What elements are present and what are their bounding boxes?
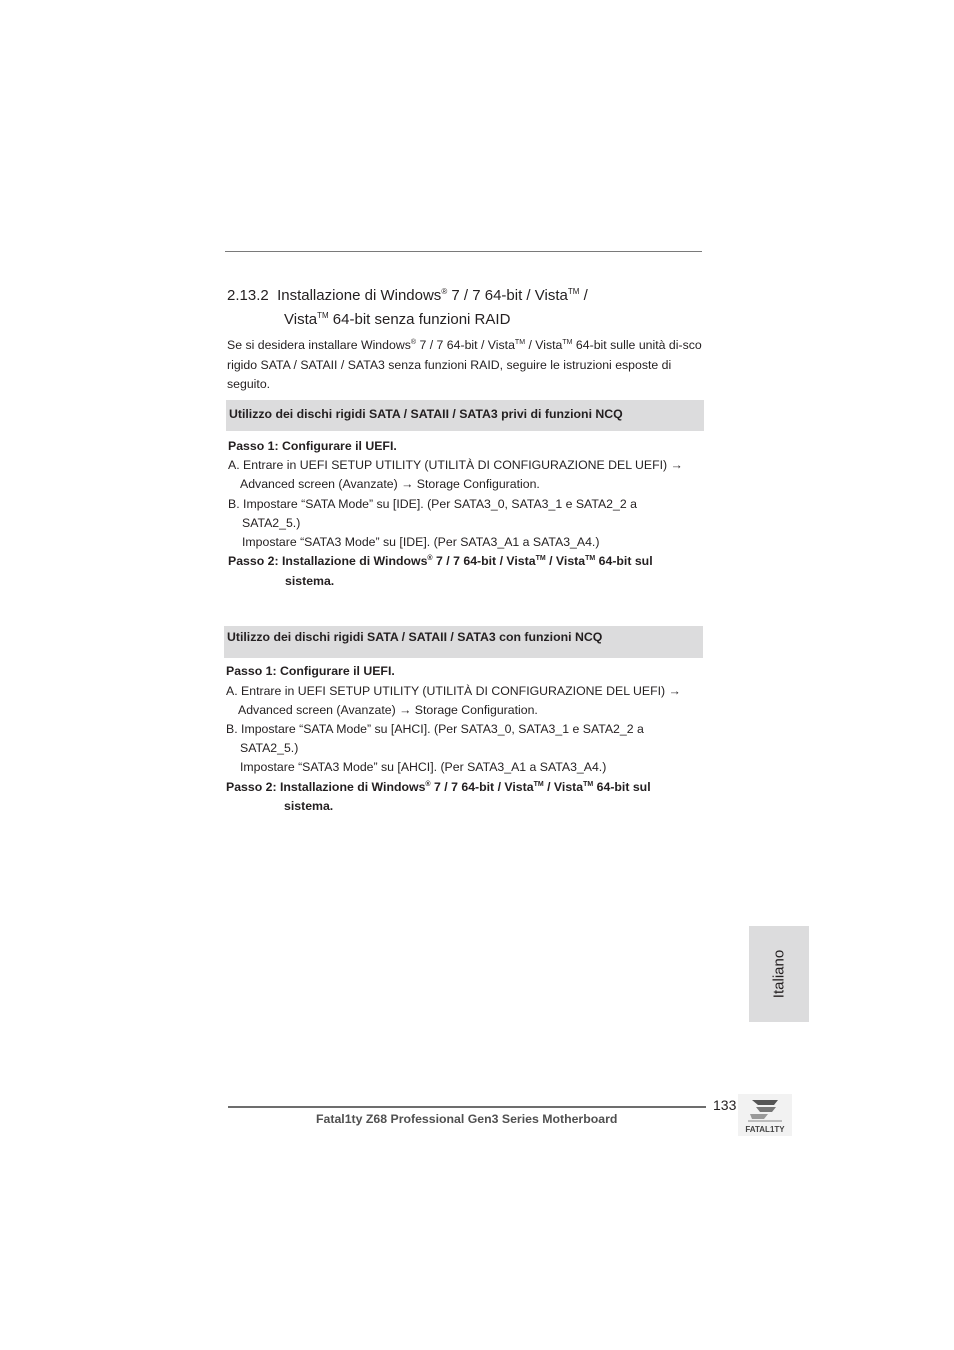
ncq-off-heading-bar: Utilizzo dei dischi rigidi SATA / SATAII / SATA3 privi di funzioni NCQ xyxy=(226,400,704,431)
block1-step-b-cont: SATA2_5.) xyxy=(242,516,301,530)
block2-step2: Passo 2: Installazione di Windows® 7 / 7 64-bit / Vista™ / Vista™ 64-bit sul xyxy=(226,780,651,794)
fatal1ty-logo-icon xyxy=(738,1094,792,1136)
block2-step2-cont: sistema. xyxy=(284,799,334,813)
block2-step-a-cont: Advanced screen (Avanzate) → Storage Configuration. xyxy=(238,703,538,717)
top-divider xyxy=(225,251,702,252)
block1-step-a-cont: Advanced screen (Avanzate) → Storage Configuration. xyxy=(240,477,540,491)
page-number: 133 xyxy=(713,1097,737,1113)
block2-step1: Passo 1: Configurare il UEFI. xyxy=(226,664,395,678)
footer-text: Fatal1ty Z68 Professional Gen3 Series Motherboard xyxy=(316,1112,618,1126)
language-label: Italiano xyxy=(770,949,788,999)
section-heading: 2.13.2 Installazione di Windows® 7 / 7 64-bit / Vista™ / xyxy=(227,287,588,304)
block1-step-b-sata3: Impostare “SATA3 Mode” su [IDE]. (Per SATA3_A1 a SATA3_A4.) xyxy=(242,535,600,549)
section-number: 2.13.2 xyxy=(227,287,269,304)
block2-step-b-cont: SATA2_5.) xyxy=(240,741,299,755)
block2-step-b-sata3: Impostare “SATA3 Mode” su [AHCI]. (Per SATA3_A1 a SATA3_A4.) xyxy=(240,760,607,774)
block1-step-a: A. Entrare in UEFI SETUP UTILITY (UTILITÀ DI CONFIGURAZIONE DEL UEFI) → xyxy=(228,458,683,472)
ncq-on-heading-bar: Utilizzo dei dischi rigidi SATA / SATAII / SATA3 con funzioni NCQ xyxy=(224,626,703,658)
section-heading-line2: Vista™ 64-bit senza funzioni RAID xyxy=(284,311,511,328)
block1-step2-cont: sistema. xyxy=(285,574,335,588)
language-side-tab xyxy=(749,926,809,1022)
block1-step2: Passo 2: Installazione di Windows® 7 / 7 64-bit / Vista™ / Vista™ 64-bit sul xyxy=(228,554,653,568)
block2-step-a: A. Entrare in UEFI SETUP UTILITY (UTILITÀ DI CONFIGURAZIONE DEL UEFI) → xyxy=(226,684,681,698)
intro-paragraph: Se si desidera installare Windows® 7 / 7 64-bit / Vista™ / Vista™ 64-bit sulle unità di-sco rigido SATA / SATAII / SATA3 senza funzioni RAID, seguire le istruzioni esposte di seguito. xyxy=(227,338,702,391)
footer-divider xyxy=(228,1106,706,1108)
block2-step-b: B. Impostare “SATA Mode” su [AHCI]. (Per SATA3_0, SATA3_1 e SATA2_2 a xyxy=(226,722,644,736)
block1-step1: Passo 1: Configurare il UEFI. xyxy=(228,439,397,453)
block1-step-b: B. Impostare “SATA Mode” su [IDE]. (Per SATA3_0, SATA3_1 e SATA2_2 a xyxy=(228,497,637,511)
svg-text:FATAL1TY: FATAL1TY xyxy=(745,1125,785,1134)
